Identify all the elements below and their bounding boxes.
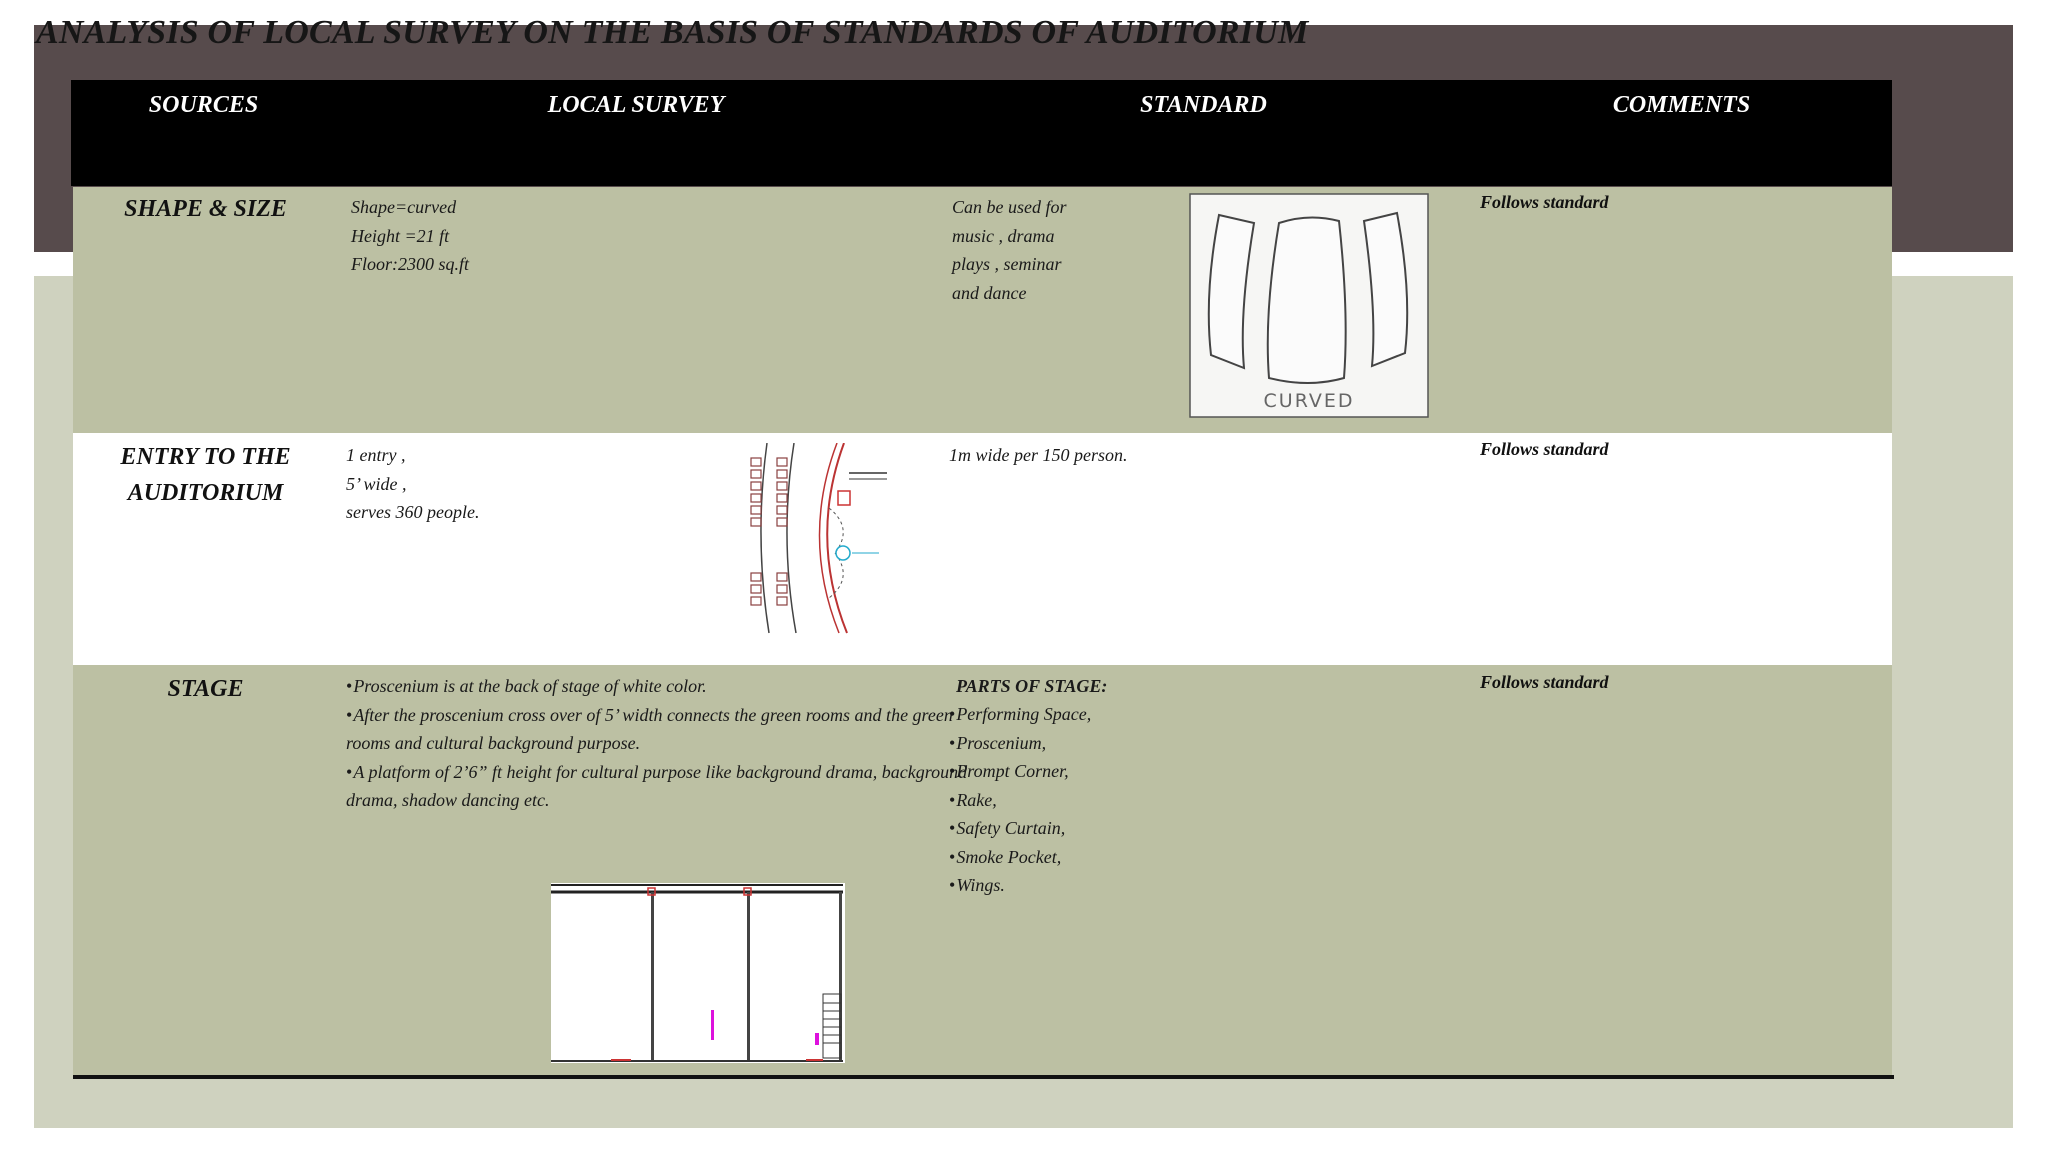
header-standard: STANDARD — [1140, 92, 1267, 118]
standard-line: plays , seminar — [952, 254, 1062, 274]
table-header-row — [71, 80, 1892, 186]
survey-bullet: • After the proscenium cross over of 5’ width connects the green rooms and the green rooms and cultural background purpose. — [346, 701, 996, 758]
source-entry — [73, 439, 338, 511]
standard-line: Can be used for — [952, 197, 1067, 217]
standard-shape-size — [952, 193, 1067, 307]
survey-line: Floor:2300 sq.ft — [351, 254, 470, 274]
comment-entry: Follows standard — [1480, 439, 1609, 459]
survey-line: Height =21 ft — [351, 225, 450, 246]
standard-bullet: • Rake, — [949, 786, 1091, 815]
survey-entry — [346, 441, 479, 527]
source-line: AUDITORIUM — [127, 480, 284, 506]
standard-bullet: • Safety Curtain, — [949, 814, 1091, 843]
standard-bullet: • Wings. — [949, 871, 1091, 900]
standard-stage-list — [949, 700, 1091, 900]
slide-title: ANALYSIS OF LOCAL SURVEY ON THE BASIS OF STANDARDS OF AUDITORIUM — [36, 14, 1309, 51]
survey-shape-size — [351, 193, 469, 279]
curved-figure-label: CURVED — [1263, 390, 1355, 412]
comment-stage: Follows standard — [1480, 672, 1609, 692]
stage-plan-figure — [551, 883, 845, 1063]
table-row-shape-size — [73, 187, 1892, 433]
standard-stage-heading — [956, 672, 1107, 701]
comment-shape-size: Follows standard — [1480, 192, 1609, 212]
header-local-survey: LOCAL SURVEY — [547, 92, 725, 118]
survey-line: serves 360 people. — [346, 502, 480, 522]
survey-line: Shape=curved — [351, 197, 457, 217]
standard-bullet: • Performing Space, — [949, 700, 1091, 729]
survey-bullet: • A platform of 2’6” ft height for cultural purpose like background drama, background drama, shadow dancing etc. — [346, 758, 996, 815]
header-sources: SOURCES — [148, 92, 259, 118]
source-line: ENTRY TO THE — [120, 444, 291, 470]
table-bottom-border — [73, 1075, 1894, 1079]
curved-shape-figure — [1189, 193, 1429, 418]
standard-line: and dance — [952, 282, 1027, 303]
standard-bullet: • Smoke Pocket, — [949, 843, 1091, 872]
table-row-entry — [73, 433, 1892, 665]
header-comments: COMMENTS — [1612, 92, 1751, 118]
entry-plan-figure — [749, 443, 889, 638]
standard-bullet: • Proscenium, — [949, 729, 1091, 758]
source-shape-size: SHAPE & SIZE — [124, 196, 287, 222]
table-row-stage — [73, 665, 1892, 1075]
survey-line: 5’ wide , — [346, 473, 407, 494]
parts-of-stage-heading: PARTS OF STAGE: — [956, 676, 1108, 696]
standard-entry: 1m wide per 150 person. — [949, 445, 1128, 465]
standard-bullet: • Prompt Corner, — [949, 757, 1091, 786]
survey-stage-list — [346, 672, 996, 815]
standard-line: music , drama — [952, 225, 1055, 246]
survey-line: 1 entry , — [346, 445, 406, 465]
source-stage: STAGE — [167, 676, 244, 702]
survey-bullet: • Proscenium is at the back of stage of white color. — [346, 672, 996, 701]
